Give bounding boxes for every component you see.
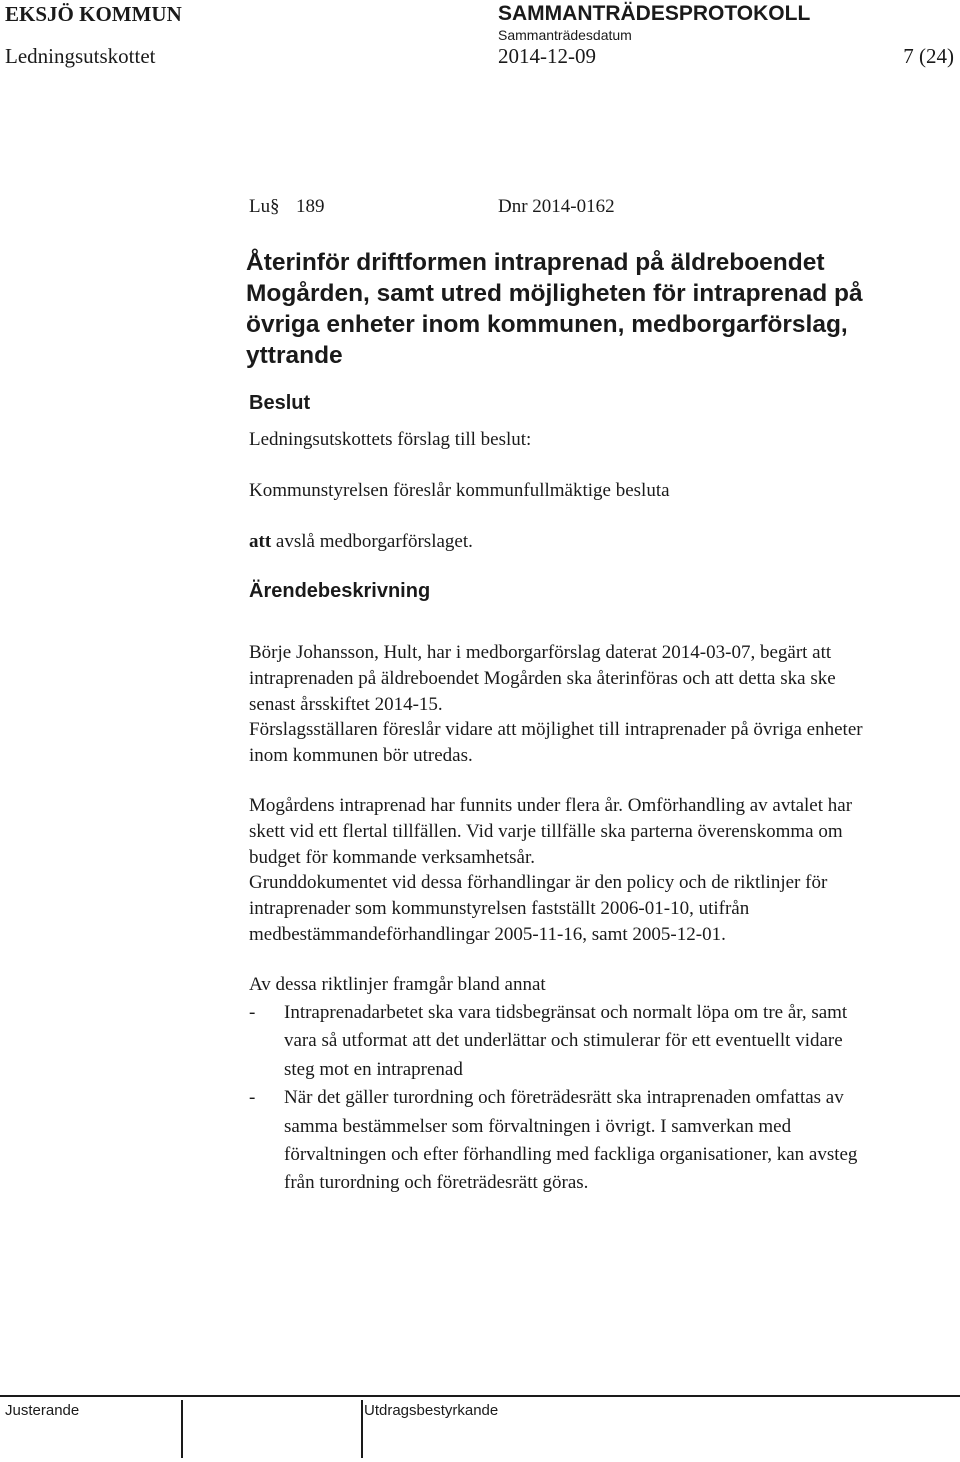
- proposal-intro: Ledningsutskottets förslag till beslut:: [249, 429, 532, 450]
- meeting-date-label: Sammanträdesdatum: [498, 27, 632, 43]
- guidelines-list: [249, 999, 857, 1198]
- text-line: skett vid ett flertal tillfällen. Vid varje tillfälle ska parterna överenskomma om: [249, 820, 843, 842]
- committee-name: Ledningsutskottet: [5, 44, 156, 68]
- proposal-text: Kommunstyrelsen föreslår kommunfullmäktige besluta: [249, 480, 670, 501]
- title-line: yttrande: [246, 342, 343, 369]
- text-line: samma bestämmelser som förvaltningen i övrigt. I samverkan med: [284, 1115, 792, 1137]
- text-line: Av dessa riktlinjer framgår bland annat: [249, 974, 546, 995]
- text-line: Intraprenadarbetet ska vara tidsbegränsat och normalt löpa om tre år, samt: [284, 1002, 848, 1023]
- text-line: steg mot en intraprenad: [284, 1058, 463, 1080]
- att-keyword: att: [249, 531, 272, 552]
- guidelines-intro: [249, 972, 954, 998]
- text-line: Grunddokumentet vid dessa förhandlingar är den policy och de riktlinjer för: [249, 872, 828, 894]
- signature-separator: [181, 1400, 183, 1458]
- text-line: senast årsskiftet 2014-15.: [249, 693, 443, 715]
- text-line: förvaltningen och efter förhandling med fackliga organisationer, kan avsteg: [284, 1144, 858, 1166]
- organization-name: EKSJÖ KOMMUN: [5, 2, 182, 26]
- paragraph-prefix: Lu: [249, 196, 271, 217]
- text-line: medbestämmandeförhandlingar 2005-11-16, samt 2005-12-01.: [249, 923, 726, 945]
- meeting-date: 2014-12-09: [498, 44, 596, 68]
- description-paragraph-1: [249, 640, 954, 769]
- text-line: Mogårdens intraprenad har funnits under flera år. Omförhandling av avtalet har: [249, 795, 853, 816]
- text-line: När det gäller turordning och företrädesrätt ska intraprenaden omfattas av: [284, 1087, 844, 1109]
- text-line: från turordning och företrädesrätt göras.: [284, 1172, 589, 1194]
- footer-divider: [0, 1395, 960, 1397]
- diary-number: Dnr 2014-0162: [498, 196, 615, 217]
- page-title: [246, 247, 946, 371]
- text-line: Börje Johansson, Hult, har i medborgarförslag daterat 2014-03-07, begärt att: [249, 642, 832, 663]
- text-line: budget för kommande verksamhetsår.: [249, 846, 535, 868]
- title-line: Mogården, samt utred möjligheten för intraprenad på: [246, 280, 863, 307]
- title-line: Återinför driftformen intraprenad på äldreboendet: [246, 249, 825, 276]
- text-line: inom kommunen bör utredas.: [249, 745, 473, 767]
- document-type: SAMMANTRÄDESPROTOKOLL: [498, 2, 811, 25]
- utdragsbestyrkande-label: Utdragsbestyrkande: [364, 1402, 499, 1419]
- dash-marker: -: [249, 1002, 256, 1023]
- text-line: intraprenaden på äldreboendet Mogården ska återinföras och att detta ska ske: [249, 667, 836, 689]
- page-number: 7 (24): [903, 44, 954, 68]
- paragraph-number: 189: [296, 196, 325, 217]
- decision-line: [249, 531, 473, 553]
- dash-marker: -: [249, 1087, 256, 1109]
- description-paragraph-2: [249, 793, 954, 948]
- section-sign: §: [270, 196, 280, 217]
- arendebeskrivning-heading: Ärendebeskrivning: [249, 580, 431, 602]
- list-item: [249, 1084, 857, 1198]
- list-item: [249, 999, 857, 1084]
- text-line: intraprenader som kommunstyrelsen fastställt 2006-01-10, utifrån: [249, 898, 750, 920]
- title-line: övriga enheter inom kommunen, medborgarförslag,: [246, 311, 848, 338]
- text-line: Förslagsställaren föreslår vidare att möjlighet till intraprenader på övriga enheter: [249, 719, 863, 741]
- decision-text: avslå medborgarförslaget.: [271, 531, 473, 552]
- beslut-heading: Beslut: [249, 392, 311, 414]
- signature-separator: [361, 1400, 363, 1458]
- justerande-label: Justerande: [5, 1402, 80, 1419]
- text-line: vara så utformat att det underlättar och stimulerar för ett eventuellt vidare: [284, 1030, 843, 1052]
